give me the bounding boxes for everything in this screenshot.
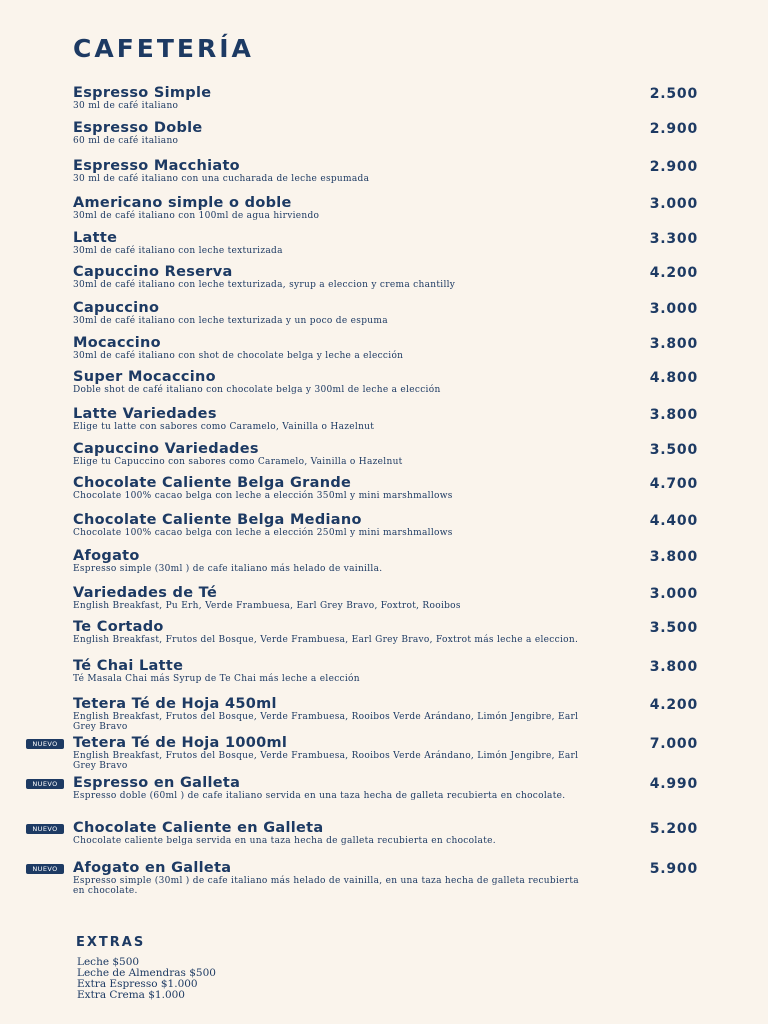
menu-item-price: 4.200: [649, 697, 698, 713]
menu-item-description: Chocolate 100% cacao belga con leche a elección 350ml y mini marshmallows: [73, 491, 453, 501]
menu-item-price: 3.300: [649, 231, 698, 247]
menu-item-description: Chocolate caliente belga servida en una taza hecha de galleta recubierta en chocolate.: [73, 836, 496, 846]
new-badge: NUEVO: [26, 864, 64, 874]
menu-item-description: 30 ml de café italiano: [73, 101, 179, 111]
menu-item-name: Latte Variedades: [73, 406, 217, 422]
menu-item-name: Tetera Té de Hoja 1000ml: [73, 735, 288, 751]
menu-item-name: Tetera Té de Hoja 450ml: [73, 696, 277, 712]
menu-item-description: Té Masala Chai más Syrup de Te Chai más leche a elección: [73, 674, 360, 684]
page-title: CAFETERÍA: [73, 34, 254, 63]
menu-item-name: Espresso en Galleta: [73, 775, 241, 791]
menu-item-name: Variedades de Té: [73, 585, 218, 601]
menu-item-name: Espresso Doble: [73, 120, 203, 136]
menu-item-price: 2.900: [649, 159, 698, 175]
menu-item-name: Americano simple o doble: [73, 195, 292, 211]
menu-item-price: 2.900: [649, 121, 698, 137]
menu-item-description: English Breakfast, Frutos del Bosque, Verde Frambuesa, Earl Grey Bravo, Foxtrot más leche a eleccion.: [73, 635, 579, 645]
menu-item-description: English Breakfast, Frutos del Bosque, Verde Frambuesa, Rooibos Verde Arándano, Limón Jengibre, Earl Grey Bravo: [73, 712, 579, 732]
extras-title: EXTRAS: [76, 935, 146, 950]
menu-item-name: Chocolate Caliente en Galleta: [73, 820, 324, 836]
extras-list: [77, 957, 216, 1001]
menu-item-description: Espresso doble (60ml ) de cafe italiano servida en una taza hecha de galleta recubierta en chocolate.: [73, 791, 566, 801]
menu-item-price: 3.000: [649, 196, 698, 212]
menu-item-price: 4.400: [649, 513, 698, 529]
menu-item-price: 3.500: [649, 442, 698, 458]
extras-item: Leche de Almendras $500: [77, 967, 216, 979]
menu-item-name: Chocolate Caliente Belga Grande: [73, 475, 352, 491]
menu-item-price: 3.800: [649, 659, 698, 675]
menu-item-description: Espresso simple (30ml ) de cafe italiano más helado de vainilla.: [73, 564, 383, 574]
menu-item-description: Doble shot de café italiano con chocolate belga y 300ml de leche a elección: [73, 385, 441, 395]
extras-item: Leche $500: [77, 956, 140, 968]
menu-item-name: Té Chai Latte: [73, 658, 184, 674]
menu-item-description: 30ml de café italiano con leche texturizada y un poco de espuma: [73, 316, 388, 326]
menu-item-price: 4.800: [649, 370, 698, 386]
menu-item-description: English Breakfast, Frutos del Bosque, Verde Frambuesa, Rooibos Verde Arándano, Limón Jengibre, Earl Grey Bravo: [73, 751, 579, 771]
menu-item-description: 30ml de café italiano con 100ml de agua hirviendo: [73, 211, 320, 221]
menu-item-price: 5.200: [649, 821, 698, 837]
menu-item-name: Afogato: [73, 548, 140, 564]
menu-item-description: Espresso simple (30ml ) de cafe italiano más helado de vainilla, en una taza hecha de galleta recubierta en chocolate.: [73, 876, 579, 896]
menu-item-description: 30ml de café italiano con leche texturizada: [73, 246, 283, 256]
menu-item-price: 3.800: [649, 407, 698, 423]
new-badge: NUEVO: [26, 779, 64, 789]
menu-item-price: 3.500: [649, 620, 698, 636]
menu-item-description: 30ml de café italiano con shot de chocolate belga y leche a elección: [73, 351, 404, 361]
menu-item-description: Chocolate 100% cacao belga con leche a elección 250ml y mini marshmallows: [73, 528, 453, 538]
menu-item-description: 30ml de café italiano con leche texturizada, syrup a eleccion y crema chantilly: [73, 280, 456, 290]
menu-item-price: 4.700: [649, 476, 698, 492]
menu-item-name: Te Cortado: [73, 619, 164, 635]
menu-item-name: Super Mocaccino: [73, 369, 216, 385]
menu-item-price: 7.000: [649, 736, 698, 752]
menu-item-price: 5.900: [649, 861, 698, 877]
menu-item-price: 4.990: [649, 776, 698, 792]
menu-item-price: 3.000: [649, 301, 698, 317]
menu-item-name: Capuccino Reserva: [73, 264, 233, 280]
menu-item-name: Chocolate Caliente Belga Mediano: [73, 512, 362, 528]
menu-item-name: Capuccino: [73, 300, 160, 316]
extras-item: Extra Espresso $1.000: [77, 978, 198, 990]
menu-item-description: English Breakfast, Pu Erh, Verde Frambuesa, Earl Grey Bravo, Foxtrot, Rooibos: [73, 601, 461, 611]
menu-item-name: Espresso Macchiato: [73, 158, 240, 174]
menu-item-name: Latte: [73, 230, 118, 246]
menu-item-description: 30 ml de café italiano con una cucharada de leche espumada: [73, 174, 370, 184]
menu-item-name: Capuccino Variedades: [73, 441, 259, 457]
menu-item-description: Elige tu Capuccino con sabores como Caramelo, Vainilla o Hazelnut: [73, 457, 403, 467]
menu-item-price: 3.800: [649, 549, 698, 565]
menu-item-price: 4.200: [649, 265, 698, 281]
menu-item-description: 60 ml de café italiano: [73, 136, 179, 146]
new-badge: NUEVO: [26, 739, 64, 749]
menu-item-price: 2.500: [649, 86, 698, 102]
extras-item: Extra Crema $1.000: [77, 989, 185, 1001]
menu-item-name: Mocaccino: [73, 335, 161, 351]
menu-item-name: Afogato en Galleta: [73, 860, 232, 876]
menu-item-name: Espresso Simple: [73, 85, 212, 101]
menu-item-price: 3.000: [649, 586, 698, 602]
new-badge: NUEVO: [26, 824, 64, 834]
menu-item-description: Elige tu latte con sabores como Caramelo, Vainilla o Hazelnut: [73, 422, 375, 432]
menu-item-price: 3.800: [649, 336, 698, 352]
